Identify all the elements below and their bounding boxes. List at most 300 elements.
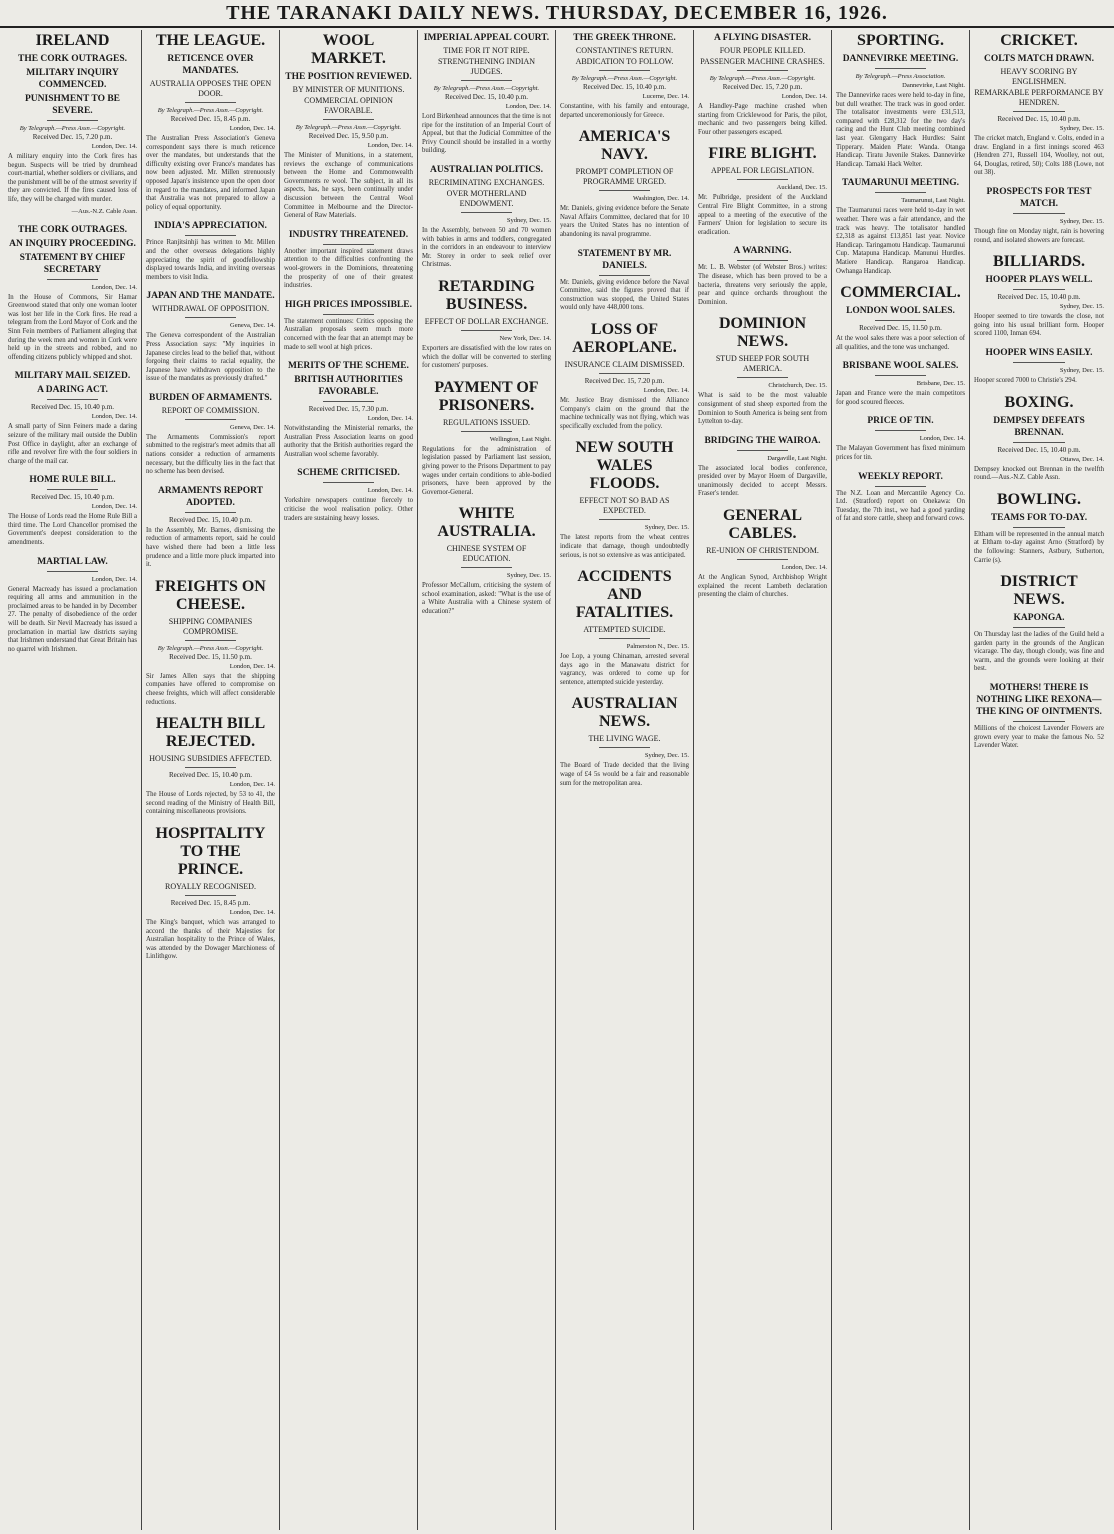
divider <box>461 431 513 432</box>
article-deck: EFFECT OF DOLLAR EXCHANGE. <box>424 316 549 326</box>
divider <box>185 767 237 768</box>
divider <box>185 419 237 420</box>
divider <box>185 235 237 236</box>
received-time: Received Dec. 15, 10.40 p.m. <box>997 115 1081 123</box>
article-body: A military enquiry into the Cork fires has begun. Suspects will be tried by drumhead court-martial, whether soldiers or civilians, and the punishment will be of the utmost severity if they are convicted. If the fires caused loss of life, they will be charged with murder. <box>8 153 137 203</box>
press-credit: By Telegraph.—Press Assn.—Copyright. <box>571 75 678 82</box>
article-deck: BY MINISTER OF MUNITIONS. <box>292 85 405 94</box>
dateline: Auckland, Dec. 15. <box>776 184 827 192</box>
article-headline: AUSTRALIAN NEWS. <box>571 695 678 731</box>
dateline: London, Dec. 14. <box>367 415 413 423</box>
press-credit: By Telegraph.—Press Assn.—Copyright. <box>433 85 540 92</box>
divider <box>1013 442 1065 443</box>
dateline: Sydney, Dec. 15. <box>644 752 689 760</box>
article-body: Mr. Justice Bray dismissed the Alliance Company's claim on the ground that the machine technically was not flying, which was specifically excluded from the policy. <box>560 396 689 430</box>
article-headline: IRELAND <box>35 32 110 49</box>
article-headline: DOMINION NEWS. <box>718 315 807 351</box>
divider <box>323 482 375 483</box>
divider <box>323 314 375 315</box>
article-body: The associated local bodies conference, presided over by Mayor Hoem of Dargaville, unanimously decided to accept Messrs. Fraser's tender. <box>698 464 827 498</box>
article <box>146 715 275 817</box>
divider <box>737 450 789 451</box>
divider <box>1013 111 1065 112</box>
article-subhead: ARMAMENTS REPORT ADOPTED. <box>158 485 263 508</box>
article <box>560 128 689 239</box>
article-subhead: STATEMENT BY MR. DANIELS. <box>577 248 672 271</box>
received-time: Received Dec. 15, 10.40 p.m. <box>30 493 114 502</box>
dateline: London, Dec. 14. <box>91 503 137 511</box>
dateline: London, Dec. 14. <box>91 143 137 150</box>
divider <box>185 317 237 318</box>
article-body: Exporters are dissatisfied with the low rates on which the dollar will be converted to sterling for customers' purposes. <box>422 344 551 370</box>
article-subhead: MOTHERS! THERE IS NOTHING LIKE REXONA—THE KING OF OINTMENTS. <box>976 683 1102 718</box>
article-deck: ROYALLY RECOGNISED. <box>165 881 256 891</box>
divider <box>875 486 927 487</box>
dateline: Sydney, Dec. 15. <box>1059 366 1104 374</box>
received-time: Received Dec. 15, 10.40 p.m. <box>997 445 1081 454</box>
article-deck: WITHDRAWAL OF OPPOSITION. <box>151 304 270 314</box>
article <box>146 392 275 477</box>
columns <box>4 30 1110 1530</box>
article-body: Eltham will be represented in the annual match at Eltham to-day against Arno (Stratford) by the following: Stanners, Astbury, Sutherton, Carrie (s). <box>974 530 1104 564</box>
article <box>698 435 827 499</box>
article-deck: COMMERCIAL OPINION FAVORABLE. <box>304 96 393 115</box>
article <box>422 278 551 371</box>
article-subhead: IMPERIAL APPEAL COURT. <box>423 33 550 43</box>
article-deck: APPEAL FOR LEGISLATION. <box>710 166 815 176</box>
article-deck: RECRIMINATING EXCHANGES. <box>428 177 545 187</box>
article-deck: REMARKABLE PERFORMANCE BY HENDREN. <box>974 88 1104 107</box>
article-body: On Thursday last the ladies of the Guild held a garden party in the grounds of the Anglican vicarage. The day, though cloudy, was fine and warm, and the grounds were looking at their best. <box>974 631 1104 673</box>
article <box>560 568 689 687</box>
divider <box>185 102 237 103</box>
article <box>284 229 413 291</box>
article <box>146 32 275 212</box>
article-subhead: BURDEN OF ARMAMENTS. <box>149 392 272 403</box>
article <box>146 220 275 282</box>
divider <box>185 895 237 896</box>
divider <box>461 330 513 331</box>
received-time: Received Dec. 15, 9.50 p.m. <box>308 132 389 140</box>
article-subhead: A FLYING DISASTER. <box>713 33 812 43</box>
press-credit: By Telegraph.—Press Assn.—Copyright. <box>157 107 264 114</box>
article-subhead: THE CORK OUTRAGES. <box>17 224 127 235</box>
received-time: Received Dec. 15, 7.20 p.m. <box>722 83 803 91</box>
article-subhead: A DARING ACT. <box>37 385 108 396</box>
article <box>836 32 965 169</box>
article-body: Mr. Daniels, giving evidence before the Senate Naval Affairs Committee, declared that for 10 years the United States has no intention of abandoning its naval programme. <box>560 205 689 238</box>
article-deck: CHINESE SYSTEM OF EDUCATION. <box>446 544 527 564</box>
article <box>422 379 551 498</box>
dateline: Taumarunui, Last Night. <box>901 197 965 205</box>
article-deck: REGULATIONS ISSUED. <box>442 417 531 427</box>
article-body: Regulations for the administration of legislation passed by Parliament last session, giving power to the Prisons Department to pay wages under certain conditions to able-bodied prisoners, have been approved by the Governor-General. <box>422 445 551 496</box>
article-body: General Macready has issued a proclamation requiring all arms and ammunition in the proclaimed areas to be handed in by December 27. The penalty of disobedience of the order will be death. Sir Nevil Macready has issued a proclamation in martial law districts saying that Irishmen understand that Great Britain has no quarrel with Irishmen. <box>8 585 137 653</box>
article-deck: CONSTANTINE'S RETURN. <box>575 46 674 55</box>
divider <box>1013 289 1065 290</box>
article-body: Mr. L. B. Webster (of Webster Bros.) writes: The disease, which has been proved to be a bacteria, threatens very seriously the apple, pear and quince orchards throughout the Dominion. <box>698 264 827 306</box>
dateline: Sydney, Dec. 15. <box>1059 125 1104 132</box>
column-2 <box>142 30 280 1530</box>
article <box>698 32 827 137</box>
article-body: The cricket match, England v. Colts, ended in a draw. England in a first innings scored 463 (Hendren 271, Russell 104, Woolley, not out, 64, Douglas, retired, 50); Colts 188 (Lowe, not out 38). <box>974 135 1104 177</box>
divider <box>1013 362 1065 363</box>
article <box>698 507 827 600</box>
article-headline: FIRE BLIGHT. <box>708 145 817 163</box>
article-body: Another important inspired statement draws attention to the difficulties confronting the wool-growers in the Dominions, threatening the prosperity of one of their greatest industries. <box>284 247 413 290</box>
article-body: A Handley-Page machine crashed when starting from Cricklewood for Paris, the pilot, mechanic and two passengers being killed. Four other passengers escaped. <box>698 103 827 136</box>
divider <box>875 68 927 69</box>
article-headline: LOSS OF AEROPLANE. <box>572 320 677 356</box>
article <box>284 32 413 221</box>
column-6 <box>694 30 832 1530</box>
dateline: London, Dec. 14. <box>91 283 137 291</box>
article-headline: RETARDING BUSINESS. <box>438 277 535 313</box>
article-subhead: MILITARY MAIL SEIZED. <box>14 371 131 382</box>
article-body: Joe Lop, a young Chinaman, arrested several days ago in the Manawatu district for vagrancy, was ordered to come up for sentence, attempted suicide yesterday. <box>560 653 689 686</box>
article-headline: AMERICA'S NAVY. <box>578 128 671 164</box>
article-body: Hooper scored 7000 to Christie's 294. <box>974 376 1077 384</box>
article <box>698 315 827 426</box>
article-subhead: PRICE OF TIN. <box>867 416 934 427</box>
received-time: Received Dec. 15, 10.40 p.m. <box>168 771 252 780</box>
article-subhead: KAPONGA. <box>1013 613 1065 624</box>
article-headline: WHITE AUSTRALIA. <box>437 505 536 541</box>
article <box>284 299 413 352</box>
article-deck: PROMPT COMPLETION OF PROGRAMME URGED. <box>575 167 674 187</box>
dateline: London, Dec. 14. <box>643 386 689 394</box>
article-headline: SPORTING. <box>856 32 944 49</box>
article-body: Hooper seemed to tire towards the close, not going into his usual brilliant form. Hooper scored 1100, Inman 694. <box>974 313 1104 338</box>
article <box>836 415 965 462</box>
dateline: London, Dec. 14. <box>367 487 413 495</box>
received-time: Received Dec. 15, 8.45 p.m. <box>170 115 251 123</box>
divider <box>599 519 651 520</box>
divider <box>599 638 651 639</box>
article-body: In the Assembly, Mr. Barnes, dismissing the reduction of armaments report, said he could have wished there had been a little less prudence and a little more pluck imparted into it. <box>146 526 275 569</box>
article-deck: REPORT OF COMMISSION. <box>161 405 260 415</box>
dateline: Geneva, Dec. 14. <box>230 423 275 431</box>
dateline: New York, Dec. 14. <box>499 334 551 342</box>
article-body: Yorkshire newspapers continue fiercely to criticise the wool realisation policy. Other traders are sustaining heavy losses. <box>284 497 413 522</box>
article <box>836 177 965 276</box>
article-subhead: TAUMARUNUI MEETING. <box>842 178 959 189</box>
received-time: Received Dec. 15, 7.30 p.m. <box>308 405 389 414</box>
divider <box>599 747 651 748</box>
article-body: Though fine on Monday night, rain is hovering round, and isolated showers are forecast. <box>974 227 1104 244</box>
divider <box>1013 527 1065 528</box>
article-body: The Malayan Government has fixed minimum prices for tin. <box>836 445 965 462</box>
received-time: Received Dec. 15, 7.20 p.m. <box>584 376 665 385</box>
article-body: Sir James Allen says that the shipping companies have offered to compromise on cheese freights, which will affect considerable reductions. <box>146 672 275 706</box>
dateline: Geneva, Dec. 14. <box>230 322 275 330</box>
dateline: Washington, Dec. 14. <box>633 195 689 203</box>
dateline: Lucerne, Dec. 14. <box>642 93 689 100</box>
article-body: The Armaments Commission's report submitted to the registrar's meet admits that all nations consider a reduction of armaments necessary, but the difficulty lies in the fact that no scheme has been devised. <box>146 433 275 476</box>
article-subhead: LONDON WOOL SALES. <box>846 306 955 317</box>
article-signature: —Aus.-N.Z. Cable Assn. <box>71 207 137 215</box>
divider <box>461 567 513 568</box>
divider <box>47 120 99 121</box>
article <box>8 224 137 363</box>
article-subhead: AUSTRALIAN POLITICS. <box>430 164 543 175</box>
article <box>974 682 1104 751</box>
article <box>284 467 413 523</box>
press-credit: By Telegraph.—Press Assn.—Copyright. <box>709 75 816 82</box>
article <box>560 439 689 560</box>
dateline: London, Dec. 14. <box>229 662 275 670</box>
divider <box>47 399 99 400</box>
column-1 <box>4 30 142 1530</box>
dateline: Ottawa, Dec. 14. <box>1060 455 1104 463</box>
article-headline: BOWLING. <box>996 490 1081 508</box>
dateline: London, Dec. 14. <box>919 435 965 443</box>
dateline: London, Dec. 14. <box>229 125 275 132</box>
article-subhead: DANNEVIRKE MEETING. <box>842 54 959 64</box>
dateline: London, Dec. 14. <box>367 142 413 149</box>
divider <box>1013 627 1065 628</box>
article-body: Professor McCallum, criticising the system of school examination, asked: "What is the use of a White Australia with a Chinese system of education?" <box>422 582 551 616</box>
dateline: London, Dec. 14. <box>91 413 137 421</box>
received-time: Received Dec. 15, 10.40 p.m. <box>444 93 528 101</box>
divider <box>461 80 513 81</box>
article <box>974 491 1104 565</box>
divider <box>875 320 927 321</box>
article-deck: HEAVY SCORING BY ENGLISHMEN. <box>1000 67 1078 86</box>
dateline: London, Dec. 14. <box>91 575 137 583</box>
article-subhead: MILITARY INQUIRY COMMENCED. <box>26 68 119 90</box>
divider <box>461 212 513 213</box>
column-8 <box>970 30 1108 1530</box>
article-deck: STRENGTHENING INDIAN JUDGES. <box>437 57 536 76</box>
article <box>422 32 551 156</box>
received-time: Received Dec. 15, 11.50 p.m. <box>859 324 942 333</box>
article-body: The House of Lords read the Home Rule Bill a third time. The Lord Chancellor promised the Government's deepest consideration to the amendments. <box>8 513 137 547</box>
article <box>974 347 1104 386</box>
article-body: The Dannevirke races were held to-day in fine, but dull weather. The track was in good order. The totalisator investments were £31,513, compared with £28,312 for the two day's racing and the Hunt Club meeting combined last year. Glengarry Hack Hurdles: Saint Tipperary. Maiden Plate: Wanda. Otanga Handicap. Tiratu Juvenile Stakes. Dannevirke Handicap. Tamaki Hack Welter. <box>836 92 965 168</box>
article-body: Mr. Pulbridge, president of the Auckland Central Fire Blight Committee, in a strong appeal to a meeting of the executive of the Farmers' Union for legislation to secure its eradication. <box>698 194 827 236</box>
article-body: Notwithstanding the Ministerial remarks, the Australian Press Association learns on good authority that the British authorities regard the Australian wool scheme favorably. <box>284 425 413 458</box>
article <box>836 360 965 407</box>
article-body: Prince Ranjitsinhji has written to Mr. Millen and the other overseas delegations highly appreciating the spirit of goodfellowship displayed towards India, and inviting overseas members to visit India. <box>146 239 275 281</box>
divider <box>737 559 789 560</box>
received-time: Received Dec. 15, 10.40 p.m. <box>30 403 114 412</box>
article-subhead: PUNISHMENT TO BE SEVERE. <box>24 94 121 116</box>
article-headline: HOSPITALITY TO THE PRINCE. <box>155 824 266 878</box>
dateline: Sydney, Dec. 15. <box>506 572 551 580</box>
article-body: A small party of Sinn Feiners made a daring seizure of the military mail outside the Dublin Post Office in daylight, after an exchange of rifle and revolver fire with the four soldiers in charge of the mail car. <box>8 423 137 465</box>
article-subhead: MARTIAL LAW. <box>37 556 108 567</box>
received-time: Received Dec. 15, 8.45 p.m. <box>170 898 251 907</box>
article-body: At the wool sales there was a poor selection of all qualities, and the tone was unchanged. <box>836 335 965 351</box>
article-body: Constantine, with his family and entourage, departed unceremoniously for Greece. <box>560 103 689 119</box>
divider <box>47 489 99 490</box>
press-credit: By Telegraph.—Press Assn.—Copyright. <box>19 125 126 132</box>
article-headline: THE LEAGUE. <box>155 32 266 49</box>
article-subhead: THE GREEK THRONE. <box>573 33 676 43</box>
article-deck: HOUSING SUBSIDIES AFFECTED. <box>149 754 272 764</box>
article-body: The latest reports from the wheat centres indicate that damage, though undoubtedly serious, is not so extensive as was anticipated. <box>560 534 689 559</box>
article-deck: ABDICATION TO FOLLOW. <box>575 57 674 66</box>
article <box>974 573 1104 674</box>
divider <box>1013 721 1065 722</box>
press-credit: By Telegraph.—Press Assn.—Copyright. <box>157 644 264 652</box>
received-time: Received Dec. 15, 10.40 p.m. <box>168 515 252 524</box>
article-subhead: THE POSITION REVIEWED. <box>285 72 412 82</box>
article-subhead: AN INQUIRY PROCEEDING. <box>9 238 136 249</box>
article-body: The House of Lords rejected, by 53 to 41, the second reading of the Ministry of Health Bill, containing miscellaneous provisions. <box>146 791 275 816</box>
divider <box>323 119 375 120</box>
article-subhead: HOOPER PLAYS WELL. <box>985 275 1093 286</box>
article-body: The N.Z. Loan and Mercantile Agency Co. Ltd. (Stratford) report on Onekawa: On Tuesday, the 7th inst., we had a good yarding of fat and store cattle, sheep and forward cows. <box>836 489 965 523</box>
article <box>560 321 689 431</box>
divider <box>875 430 927 431</box>
dateline: London, Dec. 14. <box>229 781 275 789</box>
article-subhead: INDIA'S APPRECIATION. <box>154 221 267 232</box>
received-time: Received Dec. 15, 11.50 p.m. <box>169 652 252 661</box>
divider <box>323 401 375 402</box>
article <box>284 360 413 459</box>
article-deck: EFFECT NOT SO BAD AS EXPECTED. <box>579 496 670 516</box>
article-subhead: HOOPER WINS EASILY. <box>985 347 1093 358</box>
article-subhead: HIGH PRICES IMPOSSIBLE. <box>285 299 412 310</box>
received-time: Received Dec. 15, 10.40 p.m. <box>997 293 1081 302</box>
dateline: Sydney, Dec. 15. <box>644 524 689 532</box>
article-body: In the Assembly, between 50 and 70 women with babies in arms and toddlers, congregated in the corridors in an endeavour to interview Mr. Storey in order to seek relief over Christmas. <box>422 226 551 269</box>
article <box>974 32 1104 178</box>
dateline: London, Dec. 14. <box>781 93 827 100</box>
article-headline: BOXING. <box>1004 393 1074 411</box>
dateline: Sydney, Dec. 15. <box>1059 217 1104 225</box>
divider <box>737 70 789 71</box>
article-headline: FREIGHTS ON CHEESE. <box>155 577 266 613</box>
article-headline: ACCIDENTS AND FATALITIES. <box>575 568 674 622</box>
article-headline: BILLIARDS. <box>992 253 1086 271</box>
divider <box>599 190 651 191</box>
article-subhead: INDUSTRY THREATENED. <box>288 229 409 240</box>
article <box>560 695 689 788</box>
article-subhead: STATEMENT BY CHIEF SECRETARY <box>19 252 126 275</box>
article-body: The statement continues: Critics opposing the Australian proposals seem much more concerned with the fear that an attempt may be made to sell wool at high prices. <box>284 317 413 351</box>
article-subhead: COLTS MATCH DRAWN. <box>983 54 1095 64</box>
article-headline: PAYMENT OF PRISONERS. <box>434 378 539 414</box>
article-subhead: THE CORK OUTRAGES. <box>17 54 127 64</box>
article-subhead: WEEKLY REPORT. <box>858 471 943 482</box>
article-body: Lord Birkenhead announces that the time is not ripe for the institution of an Imperial Court of Appeal, but that the Judicial Committee of the Privy Council should be installed in a worthy building. <box>422 113 551 155</box>
divider <box>599 70 651 71</box>
article-deck: RE-UNION OF CHRISTENDOM. <box>706 546 819 556</box>
press-credit: By Telegraph.—Press Assn.—Copyright. <box>295 124 402 131</box>
article-subhead: A WARNING. <box>733 246 792 257</box>
article-headline: GENERAL CABLES. <box>722 507 803 543</box>
article <box>974 253 1104 339</box>
divider <box>599 275 651 276</box>
article-deck: INSURANCE CLAIM DISMISSED. <box>564 359 685 369</box>
article-body: Millions of the choicest Lavender Flowers are grown every year to make the famous No. 52 Lavender Water. <box>974 725 1104 750</box>
article-subhead: HOME RULE BILL. <box>29 475 116 486</box>
divider <box>875 192 927 193</box>
dateline: Sydney, Dec. 15. <box>1059 303 1104 311</box>
dateline: Brisbane, Dec. 15. <box>916 380 965 388</box>
article-deck: FOUR PEOPLE KILLED. <box>719 46 806 55</box>
article-body: The Taumarunui races were held to-day in wet weather. There was a fair attendance, and the track was heavy. The totalisator handled £2,318 as against £13,851 last year. Novice Handicap. Taringamotu Handicap. Taumarunui Cup. Matapuna Handicap. Manunui Hurdles. Matiere Handicap. Rangaroa Handicap. Owhanga Handicap. <box>836 207 965 275</box>
article <box>146 825 275 962</box>
article-deck: ATTEMPTED SUICIDE. <box>583 625 666 635</box>
article-body: Dempsey knocked out Brennan in the twelfth round.—Aus.-N.Z. Cable Assn. <box>974 465 1104 482</box>
article-deck: OVER MOTHERLAND ENDOWMENT. <box>446 188 527 208</box>
divider <box>875 375 927 376</box>
divider <box>737 377 789 378</box>
article <box>422 505 551 616</box>
article-deck: THE LIVING WAGE. <box>588 734 661 744</box>
article <box>974 186 1104 245</box>
article <box>698 245 827 307</box>
masthead: THE TARANAKI DAILY NEWS. THURSDAY, DECEMBER 16, 1926. <box>0 0 1114 28</box>
article-subhead: BRISBANE WOOL SALES. <box>842 361 959 372</box>
dateline: Palmerston N., Dec. 15. <box>626 643 689 651</box>
divider <box>323 244 375 245</box>
divider <box>737 179 789 180</box>
dateline: London, Dec. 14. <box>781 564 827 572</box>
article-body: What is said to be the most valuable consignment of stud sheep exported from the Dominion to South America is being sent from Lyttelton to-day. <box>698 392 827 426</box>
article-headline: DISTRICT NEWS. <box>1000 573 1078 609</box>
column-4 <box>418 30 556 1530</box>
article <box>8 32 137 216</box>
article <box>422 164 551 270</box>
article-body: The Minister of Munitions, in a statement, reviews the exchange of communications between the Home and Commonwealth Governments re wool. The subject, in all its aspects, has, he says, been continually under discussion between the Central Wool Committee in Melbourne and the Director-General of Raw Materials. <box>284 152 413 220</box>
article <box>560 248 689 313</box>
press-credit: By Telegraph.—Press Association. <box>855 73 946 80</box>
article-headline: WOOL MARKET. <box>311 32 386 67</box>
divider <box>47 571 99 572</box>
article-subhead: RETICENCE OVER MANDATES. <box>167 54 254 76</box>
divider <box>185 512 237 513</box>
article-body: At the Anglican Synod, Archbishop Wright explained the recent Lambeth declaration presenting the claim of churches. <box>698 574 827 599</box>
article <box>146 290 275 384</box>
divider <box>599 373 651 374</box>
article-subhead: TEAMS FOR TO-DAY. <box>990 512 1088 523</box>
column-7 <box>832 30 970 1530</box>
article-body: In the House of Commons, Sir Hamar Greenwood stated that only one woman looter was lost her life in the Cork fires. He read a telegram from the Lord Mayor of Cork and the Sinn Fein members of Parliament alleging that during the week men and women in Cork were held up in the streets and robbed, and no offending citizens publicly whipped and shot. <box>8 293 137 361</box>
article-body: The Australian Press Association's Geneva correspondent says there is much reticence over the mandates, but understands that the difficulty existing over France's mandates has now been adjusted. Mr. Millen strenuously opposed Japan's insistence upon the open door in regard to the mandates, and informed Japan that Australia was not prepared to allow a policy of equal opportunity. <box>146 135 275 211</box>
article-subhead: BRIDGING THE WAIROA. <box>704 435 821 446</box>
article <box>560 32 689 120</box>
article-headline: CRICKET. <box>1000 32 1078 49</box>
divider <box>185 640 237 641</box>
dateline: Wellington, Last Night. <box>489 435 551 443</box>
article <box>146 578 275 707</box>
article-body: The King's banquet, which was arranged to accord the thanks of their Majesties for Australian hospitality to the Prince of Wales, was attended by the Dowager Marchioness of Linlithgow. <box>146 918 275 961</box>
article-subhead: JAPAN AND THE MANDATE. <box>146 291 275 302</box>
article <box>8 556 137 655</box>
article <box>974 394 1104 483</box>
article-subhead: BRITISH AUTHORITIES FAVORABLE. <box>294 375 403 398</box>
article <box>8 474 137 547</box>
article-body: The Geneva correspondent of the Australian Press Association says: "My inquiries in Japanese circles lead to the belief that, without forgoing their claims to racial equality, the Japanese have withdrawn opposition to the issue of the mandates as previously drafted." <box>146 332 275 383</box>
article <box>8 370 137 466</box>
article-body: Mr. Daniels, giving evidence before the Naval Committee, said the figures proved that if construction was stopped, the United States would only have 448,000 tons. <box>560 278 689 312</box>
dateline: Sydney, Dec. 15. <box>506 216 551 224</box>
divider <box>1013 213 1065 214</box>
article-headline: NEW SOUTH WALES FLOODS. <box>575 439 674 493</box>
dateline: Dannevirke, Last Night. <box>902 82 965 89</box>
article-deck: TIME FOR IT NOT RIPE. <box>443 46 530 55</box>
article-subhead: PROSPECTS FOR TEST MATCH. <box>986 186 1092 209</box>
dateline: London, Dec. 14. <box>229 908 275 916</box>
article-subhead: MERITS OF THE SCHEME. <box>288 361 409 372</box>
article-body: Japan and France were the main competitors for good scoured fleeces. <box>836 390 965 406</box>
column-3 <box>280 30 418 1530</box>
